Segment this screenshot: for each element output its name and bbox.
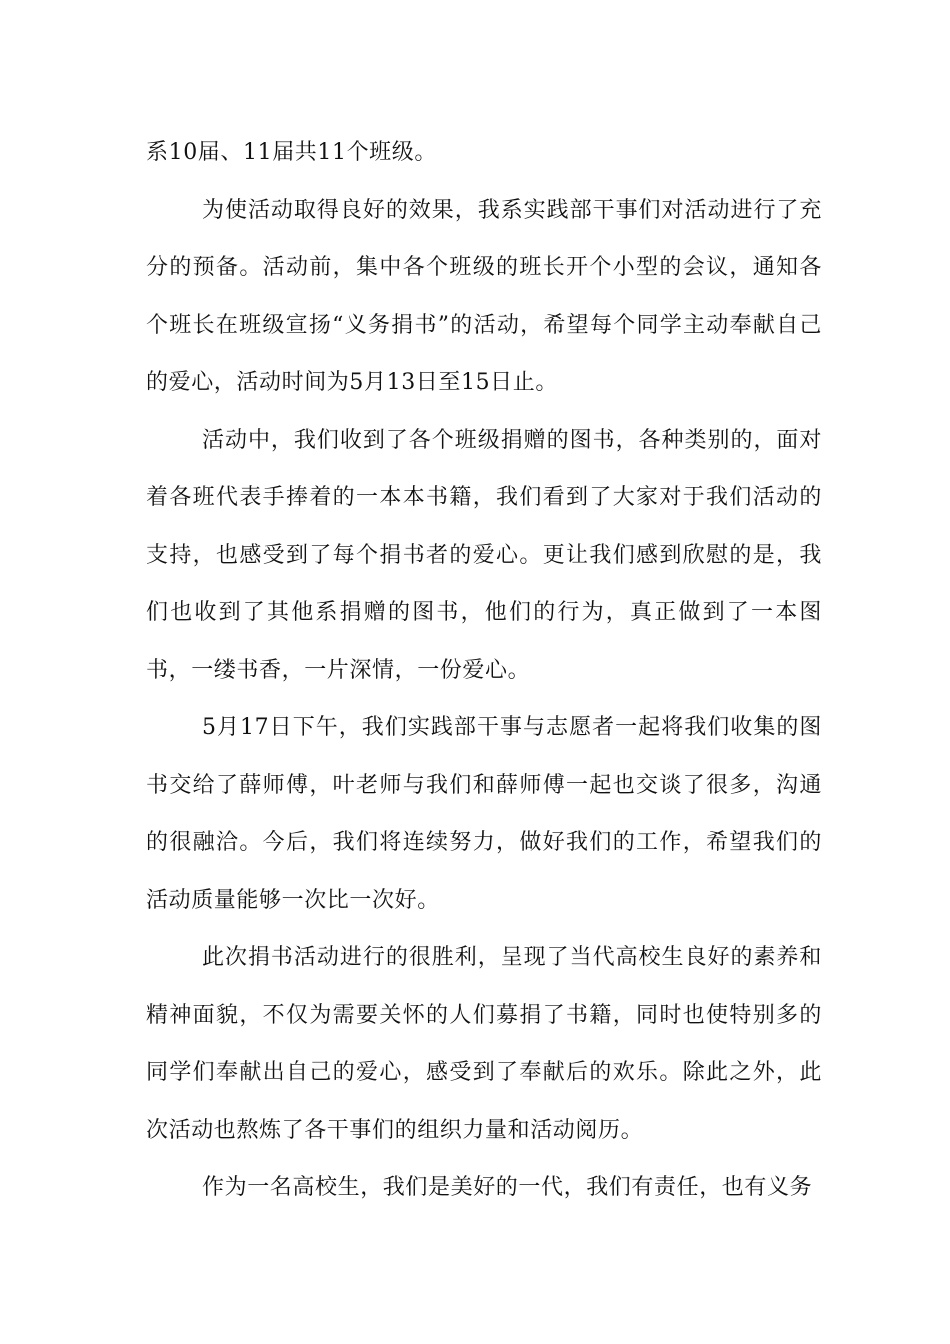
paragraph-4: 5月17日下午，我们实践部干事与志愿者一起将我们收集的图书交给了薛师傅，叶老师与我们和薛师傅一起也交谈了很多，沟通的很融洽。今后，我们将连续努力，做好我们的工作，希望我们的活动质量能够一次比一次好。: [146, 715, 822, 913]
paragraph-1: 系10届、11届共11个班级。: [146, 140, 437, 165]
document-body: [146, 124, 822, 1217]
paragraph-3: 活动中，我们收到了各个班级捐赠的图书，各种类别的，面对着各班代表手捧着的一本本书籍，我们看到了大家对于我们活动的支持，也感受到了每个捐书者的爱心。更让我们感到欣慰的是，我们也收到了其他系捐赠的图书，他们的行为，真正做到了一本图书，一缕书香，一片深情，一份爱心。: [146, 427, 822, 683]
paragraph-6: 作为一名高校生，我们是美好的一代，我们有责任，也有义务: [202, 1175, 813, 1200]
paragraph-2: 为使活动取得良好的效果，我系实践部干事们对活动进行了充分的预备。活动前，集中各个班级的班长开个小型的会议，通知各个班长在班级宣扬“义务捐书”的活动，希望每个同学主动奉献自己的爱心，活动时间为5月13日至15日止。: [146, 197, 822, 395]
paragraph-5: 此次捐书活动进行的很胜利，呈现了当代高校生良好的素养和精神面貌，不仅为需要关怀的人们募捐了书籍，同时也使特别多的同学们奉献出自己的爱心，感受到了奉献后的欢乐。除此之外，此次活动也熬炼了各干事们的组织力量和活动阅历。: [146, 945, 822, 1143]
